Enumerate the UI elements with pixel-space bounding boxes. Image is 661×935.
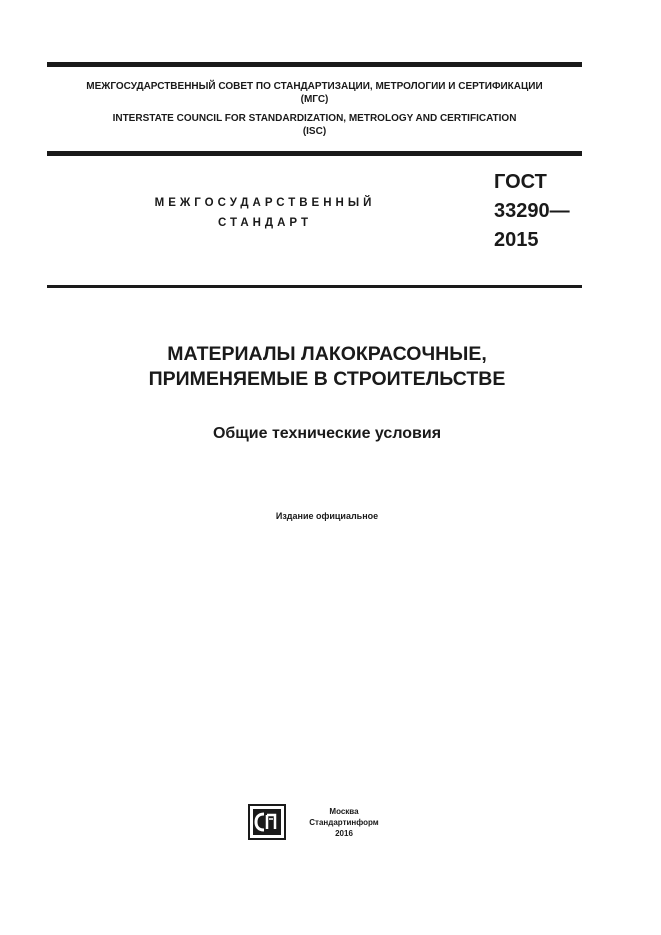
document-title-line1: МАТЕРИАЛЫ ЛАКОКРАСОЧНЫЕ, [167, 343, 487, 365]
standartinform-logo-icon [248, 804, 286, 840]
bottom-rule [47, 285, 582, 288]
council-name-en-line1: INTERSTATE COUNCIL FOR STANDARDIZATION, METROLOGY AND CERTIFICATION [112, 113, 517, 124]
publisher-text [294, 806, 394, 839]
council-name-en-line2: (ISC) [302, 126, 327, 137]
standard-number: 33290— [494, 200, 570, 222]
council-name-ru-line1: МЕЖГОСУДАРСТВЕННЫЙ СОВЕТ ПО СТАНДАРТИЗАЦИИ, МЕТРОЛОГИИ И СЕРТИФИКАЦИИ [86, 81, 543, 92]
publisher-city: Москва [329, 807, 359, 816]
publisher-name: Стандартинформ [309, 818, 379, 827]
standard-type [120, 193, 410, 233]
council-name-ru-line2: (МГС) [300, 94, 329, 105]
publisher-block [248, 804, 398, 840]
document-subtitle: Общие технические условия [212, 425, 442, 442]
standard-type-line1: МЕЖГОСУДАРСТВЕННЫЙ [154, 197, 376, 209]
standard-prefix: ГОСТ [494, 171, 547, 193]
document-title-line2: ПРИМЕНЯЕМЫЕ В СТРОИТЕЛЬСТВЕ [148, 368, 506, 390]
council-name-en [47, 112, 582, 138]
council-name-ru [47, 80, 582, 106]
document-title [47, 342, 607, 392]
middle-rule [47, 151, 582, 156]
edition-note: Издание официальное [275, 511, 379, 521]
publisher-year: 2016 [335, 829, 353, 838]
standard-designation [494, 168, 570, 255]
standard-year: 2015 [494, 229, 539, 251]
standard-type-line2: СТАНДАРТ [218, 217, 312, 229]
top-rule [47, 62, 582, 67]
